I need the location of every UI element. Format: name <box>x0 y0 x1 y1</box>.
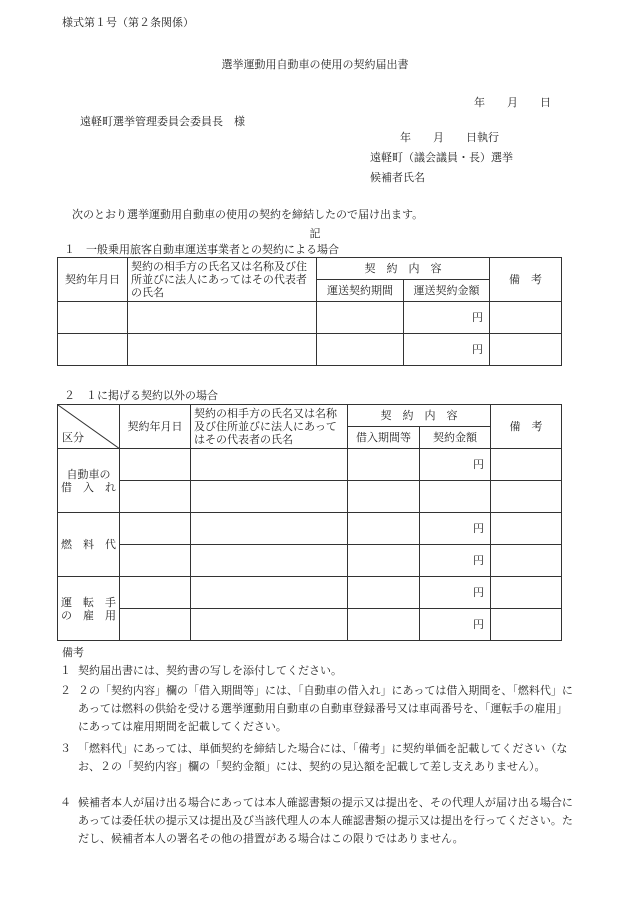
s1-header-period: 運送契約期間 <box>317 280 404 302</box>
note-number: ３ <box>60 742 71 755</box>
table-row <box>58 334 562 366</box>
note-text: 「燃料代」にあっては、単価契約を締結した場合には、「備考」に契約単価を記載してください（なお、２の「契約内容」欄の「契約金額」には、契約の見込額を記載して差し支えありません）。 <box>78 742 568 773</box>
section1-heading: １ 一般乗用旅客自動車運送事業者との契約による場合 <box>64 243 339 256</box>
s1-header-party: 契約の相手方の氏名又は名称及び住所並びに法人にあってはその代表者の氏名 <box>128 258 317 302</box>
yen-label: 円 <box>420 545 491 577</box>
addressee: 遠軽町選挙管理委員会委員長 様 <box>80 115 245 128</box>
note-item <box>60 740 578 776</box>
note-item <box>60 682 578 736</box>
yen-label: 円 <box>420 449 491 481</box>
election-date: 年 月 日執行 <box>400 131 499 144</box>
notes-heading: 備考 <box>62 646 84 659</box>
section2-heading: ２ １に掲げる契約以外の場合 <box>64 389 218 402</box>
yen-label: 円 <box>404 302 490 334</box>
s2-header-content: 契 約 内 容 <box>348 405 491 427</box>
table-row <box>58 449 562 481</box>
row-label-line: 借 入 れ <box>61 480 116 494</box>
page-title: 選挙運動用自動車の使用の契約届出書 <box>221 58 409 71</box>
section1-table <box>57 257 562 366</box>
s2-header-party: 契約の相手方の氏名又は名称及び住所並びに法人にあってはその代表者の氏名 <box>191 405 348 449</box>
note-item <box>60 662 578 680</box>
s2-header-date: 契約年月日 <box>120 405 191 449</box>
yen-label: 円 <box>420 513 491 545</box>
row-label-driver <box>58 577 120 641</box>
yen-label: 円 <box>420 609 491 641</box>
note-number: ２ <box>60 684 71 697</box>
s2-header-kubun: 区分 <box>62 431 84 444</box>
date-line: 年 月 日 <box>474 96 551 109</box>
form-number: 様式第１号（第２条関係） <box>62 16 194 29</box>
election-name: 遠軽町（議会議員・長）選挙 <box>370 151 513 164</box>
table-row <box>58 609 562 641</box>
note-text: ２の「契約内容」欄の「借入期間等」には、「自動車の借入れ」にあっては借入期間を、「燃料代」にあっては燃料の供給を受ける選挙運動用自動車の自動車登録番号又は車両番号を、「運転手の雇用」にあっては雇用期間を記載してください。 <box>78 684 573 733</box>
s1-header-amount: 運送契約金額 <box>404 280 490 302</box>
intro-text: 次のとおり選挙運動用自動車の使用の契約を締結したので届け出ます。 <box>72 208 424 221</box>
table-row <box>58 545 562 577</box>
ki-label: 記 <box>309 227 321 240</box>
s1-header-content: 契 約 内 容 <box>317 258 490 280</box>
note-number: １ <box>60 664 71 677</box>
note-text: 候補者本人が届け出る場合にあっては本人確認書類の提示又は提出を、その代理人が届け出る場合にあっては委任状の提示又は提出及び当該代理人の本人確認書類の提示又は提出を行ってください。ただし、候補者本人の署名その他の措置がある場合はこの限りではありません。 <box>78 796 573 845</box>
table-row <box>58 513 562 545</box>
note-text: 契約届出書には、契約書の写しを添付してください。 <box>78 664 342 677</box>
yen-label: 円 <box>404 334 490 366</box>
row-label-line: 運 転 手 <box>61 595 116 609</box>
note-item <box>60 794 578 848</box>
s2-header-kubun-cell <box>58 405 120 449</box>
yen-label: 円 <box>420 577 491 609</box>
s2-header-remarks: 備 考 <box>491 405 562 449</box>
row-label-line: の 雇 用 <box>61 608 116 622</box>
s1-header-date: 契約年月日 <box>58 258 128 302</box>
note-number: ４ <box>60 796 71 809</box>
row-label-car-rental <box>58 449 120 513</box>
candidate-label: 候補者氏名 <box>370 171 425 184</box>
s2-header-amount: 契約金額 <box>420 427 491 449</box>
table-row <box>58 577 562 609</box>
s2-header-period: 借入期間等 <box>348 427 420 449</box>
row-label-fuel: 燃 料 代 <box>58 513 120 577</box>
row-label-line: 自動車の <box>66 467 111 481</box>
table-row <box>58 302 562 334</box>
s1-header-remarks: 備 考 <box>490 258 562 302</box>
section2-table <box>57 404 562 641</box>
table-row <box>58 481 562 513</box>
